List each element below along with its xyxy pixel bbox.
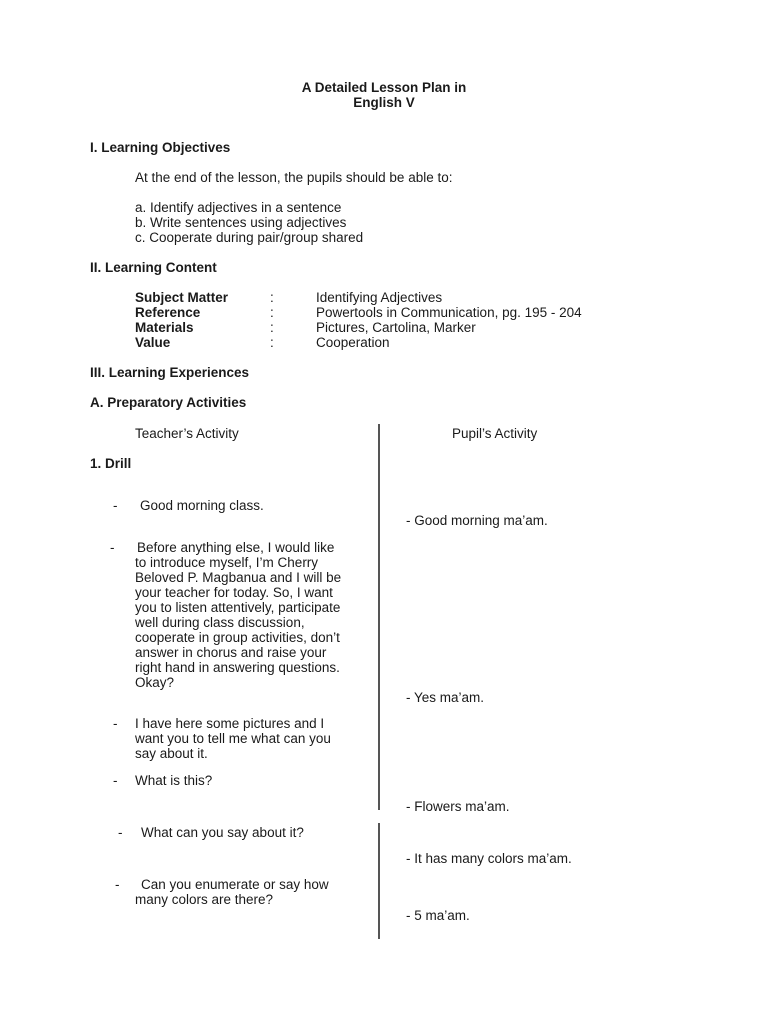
column-divider <box>378 424 380 810</box>
pupil-response: - Flowers ma’am. <box>406 799 510 814</box>
content-label-value: Value <box>135 335 171 350</box>
drill-heading: 1. Drill <box>90 456 132 471</box>
teacher-line: Can you enumerate or say how <box>141 877 329 892</box>
teacher-line: right hand in answering questions. <box>135 660 340 675</box>
teacher-line: cooperate in group activities, don’t <box>135 630 340 645</box>
objectives-intro: At the end of the lesson, the pupils should be able to: <box>135 170 453 185</box>
pupil-response: - It has many colors ma’am. <box>406 851 572 866</box>
content-label-subject: Subject Matter <box>135 290 229 305</box>
teacher-column-header: Teacher’s Activity <box>135 426 239 441</box>
pupil-column-header: Pupil’s Activity <box>452 426 538 441</box>
teacher-line: say about it. <box>135 746 208 761</box>
teacher-line: you to listen attentively, participate <box>135 600 341 615</box>
teacher-line: Okay? <box>135 675 175 690</box>
pupil-response: - 5 ma’am. <box>406 908 470 923</box>
content-label-materials: Materials <box>135 320 194 335</box>
teacher-line: well during class discussion, <box>135 615 305 630</box>
teacher-line: to introduce myself, I’m Cherry <box>135 555 319 570</box>
page-title-line1: A Detailed Lesson Plan in <box>301 80 467 95</box>
content-sep: : <box>270 290 274 305</box>
content-sep: : <box>270 320 274 335</box>
page-title-line2: English V <box>353 95 415 110</box>
teacher-bullet: - <box>113 498 118 513</box>
pupil-response: - Good morning ma’am. <box>406 513 548 528</box>
content-heading: II. Learning Content <box>90 260 217 275</box>
teacher-bullet: - <box>113 773 118 788</box>
teacher-line: many colors are there? <box>135 892 274 907</box>
objectives-heading: I. Learning Objectives <box>90 140 231 155</box>
content-value-value: Cooperation <box>316 335 390 350</box>
teacher-bullet: - <box>118 825 123 840</box>
content-sep: : <box>270 335 274 350</box>
content-sep: : <box>270 305 274 320</box>
content-value-materials: Pictures, Cartolina, Marker <box>316 320 476 335</box>
content-label-reference: Reference <box>135 305 201 320</box>
teacher-line: want you to tell me what can you <box>135 731 331 746</box>
teacher-line: Before anything else, I would like <box>137 540 335 555</box>
teacher-line: I have here some pictures and I <box>135 716 325 731</box>
teacher-line: What is this? <box>135 773 213 788</box>
content-value-subject: Identifying Adjectives <box>316 290 443 305</box>
teacher-line: Good morning class. <box>140 498 264 513</box>
preparatory-heading: A. Preparatory Activities <box>90 395 247 410</box>
teacher-line: Beloved P. Magbanua and I will be <box>135 570 342 585</box>
teacher-line: your teacher for today. So, I want <box>135 585 333 600</box>
experiences-heading: III. Learning Experiences <box>90 365 250 380</box>
teacher-bullet: - <box>115 877 120 892</box>
teacher-bullet: - <box>110 540 115 555</box>
objective-item: b. Write sentences using adjectives <box>135 215 347 230</box>
column-divider <box>378 823 380 939</box>
teacher-line: What can you say about it? <box>141 825 304 840</box>
content-value-reference: Powertools in Communication, pg. 195 - 204 <box>316 305 582 320</box>
objective-item: a. Identify adjectives in a sentence <box>135 200 342 215</box>
teacher-line: answer in chorus and raise your <box>135 645 327 660</box>
pupil-response: - Yes ma’am. <box>406 690 485 705</box>
objective-item: c. Cooperate during pair/group shared <box>135 230 364 245</box>
teacher-bullet: - <box>113 716 118 731</box>
